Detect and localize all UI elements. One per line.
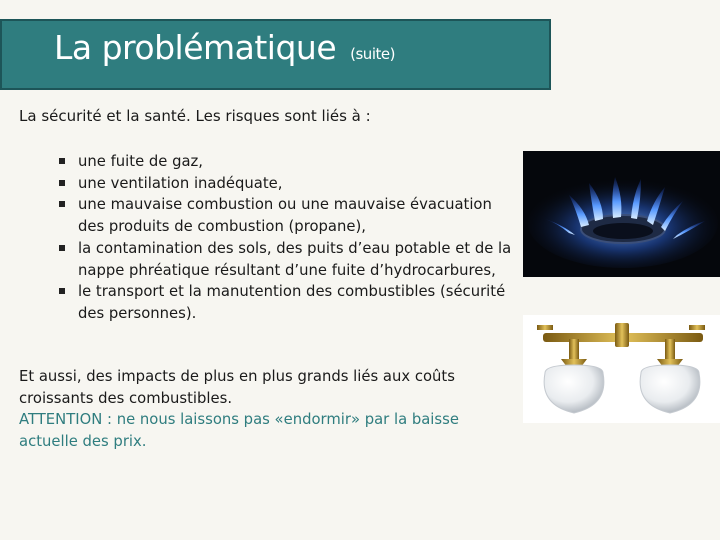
impacts-paragraph: Et aussi, des impacts de plus en plus grands liés aux coûts croissants des combustibles.	[19, 368, 455, 407]
list-item	[59, 173, 519, 195]
slide-title	[54, 28, 395, 67]
title-suffix: (suite)	[350, 45, 395, 63]
list-item	[59, 151, 519, 173]
risk-text: une mauvaise combustion ou une mauvaise évacuation des produits de combustion (propane),	[78, 196, 492, 236]
risk-text: une fuite de gaz,	[78, 153, 204, 170]
gas-lamps-photo	[523, 315, 720, 423]
risk-text: la contamination des sols, des puits d’eau potable et de la nappe phréatique résultant d’une fuite d’hydrocarbures,	[78, 239, 512, 279]
bullet-icon	[59, 201, 65, 207]
attention-paragraph: ATTENTION : ne nous laissons pas «endormir» par la baisse actuelle des prix.	[19, 411, 459, 450]
bullet-icon	[59, 245, 65, 251]
subtitle: La sécurité et la santé. Les risques sont liés à :	[19, 107, 371, 125]
risk-text: une ventilation inadéquate,	[78, 174, 283, 192]
risk-text: le transport et la manutention des combustibles (sécurité des personnes).	[78, 283, 506, 322]
gas-burner-flame-photo	[523, 151, 720, 277]
list-item	[59, 194, 519, 237]
list-item	[59, 238, 519, 281]
gas-lamps-illustration	[523, 315, 720, 423]
bullet-icon	[59, 180, 65, 186]
bullet-icon	[59, 158, 65, 164]
gas-burner-flame-illustration	[523, 151, 720, 277]
title-text: La problématique	[54, 28, 337, 67]
risk-list	[59, 151, 519, 325]
bullet-icon	[59, 288, 65, 294]
list-item	[59, 281, 519, 324]
